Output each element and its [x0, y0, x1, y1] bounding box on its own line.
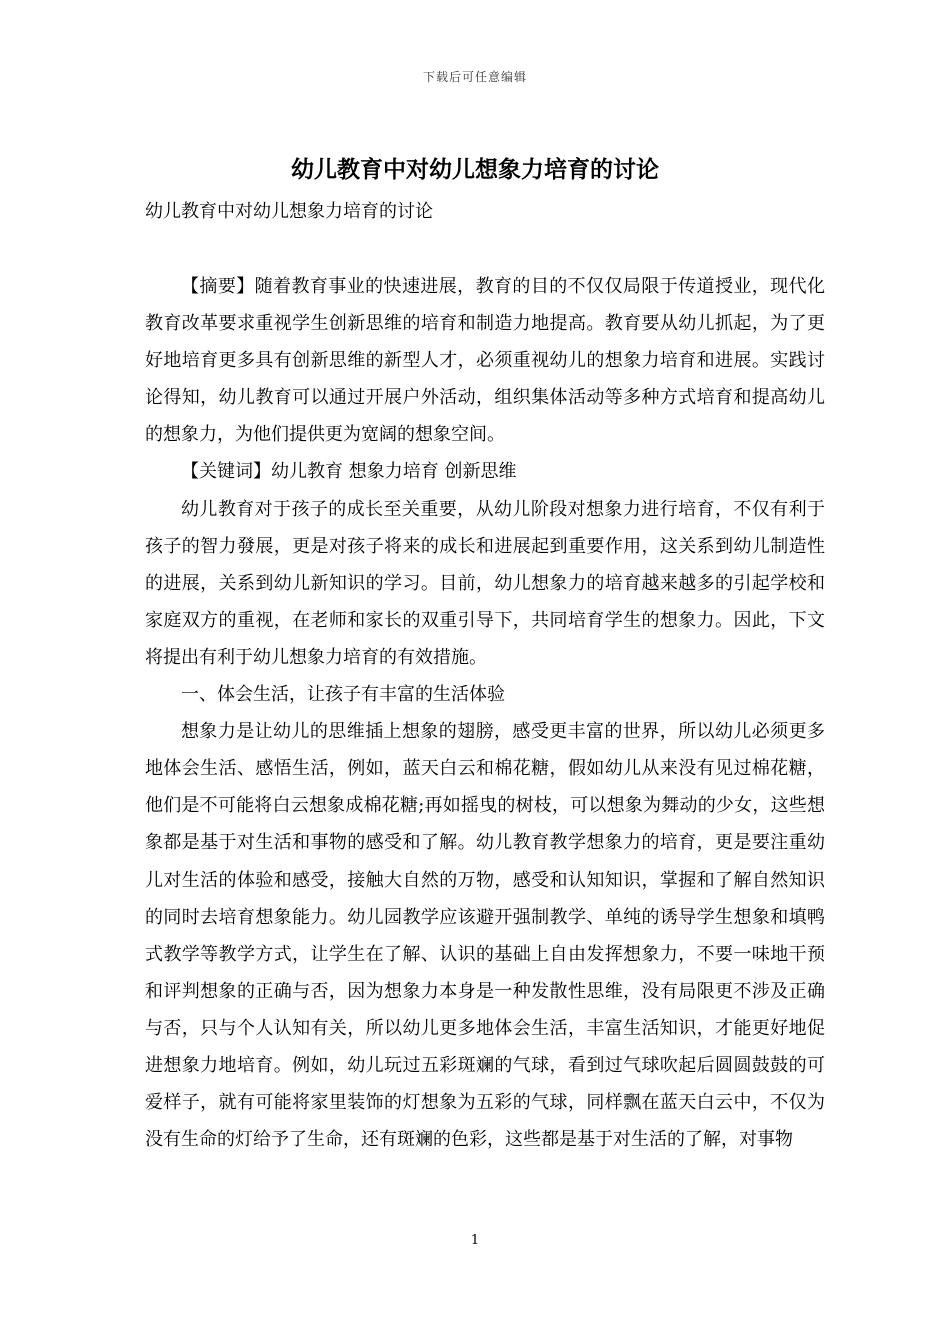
section-heading: 一、体会生活，让孩子有丰富的生活体验: [181, 684, 505, 706]
intro-paragraph: 幼儿教育对于孩子的成长至关重要，从幼儿阶段对想象力进行培育，不仅有利于孩子的智力發展，更是对孩子将来的成长和进展起到重要作用，这关系到幼儿制造性的进展，关系到幼儿新知识的学习。目前，幼儿想象力的培育越来越多的引起学校和家庭双方的重视，在老师和家长的双重引导下，共同培育学生的想象力。因此，下文将提出有利于幼儿想象力培育的有效措施。: [145, 498, 825, 668]
section-paragraph: 想象力是让幼儿的思维插上想象的翅膀，感受更丰富的世界，所以幼儿必须更多地体会生活、感悟生活，例如，蓝天白云和棉花糖，假如幼儿从来没有见过棉花糖，他们是不可能将白云想象成棉花糖;再如摇曳的树枝，可以想象为舞动的少女，这些想象都是基于对生活和事物的感受和了解。幼儿教育教学想象力的培育，更是要注重幼儿对生活的体验和感受，接触大自然的万物，感受和认知知识，掌握和了解自然知识的同时去培育想象能力。幼儿园教学应该避开强制教学、单纯的诱导学生想象和填鸭式教学等教学方式，让学生在了解、认识的基础上自由发挥想象力，不要一味地干预和评判想象的正确与否，因为想象力本身是一种发散性思维，没有局限更不涉及正确与否，只与个人认知有关，所以幼儿更多地体会生活，丰富生活知识，才能更好地促进想象力地培育。例如，幼儿玩过五彩斑斓的气球，看到过气球吹起后圆圆鼓鼓的可爱样子，就有可能将家里装饰的灯想象为五彩的气球，同样飘在蓝天白云中，不仅为没有生命的灯给予了生命，还有斑斓的色彩，这些都是基于对生活的了解，对事物: [145, 721, 825, 1151]
document-subtitle: 幼儿教育中对幼儿想象力培育的讨论: [145, 201, 433, 222]
page-header-note: 下载后可任意编辑: [422, 70, 527, 84]
page-number: 1: [470, 1233, 480, 1248]
document-title: 幼儿教育中对幼儿想象力培育的讨论: [291, 156, 659, 183]
keywords-paragraph: 【关键词】幼儿教育 想象力培育 创新思维: [181, 461, 517, 483]
document-body: [145, 268, 825, 1158]
abstract-paragraph: 【摘要】随着教育事业的快速进展，教育的目的不仅仅局限于传道授业，现代化教育改革要求重视学生创新思维的培育和制造力地提高。教育要从幼儿抓起，为了更好地培育更多具有创新思维的新型人才，必须重视幼儿的想象力培育和进展。实践讨论得知，幼儿教育可以通过开展户外活动，组织集体活动等多种方式培育和提高幼儿的想象力，为他们提供更为宽阔的想象空间。: [145, 276, 825, 446]
